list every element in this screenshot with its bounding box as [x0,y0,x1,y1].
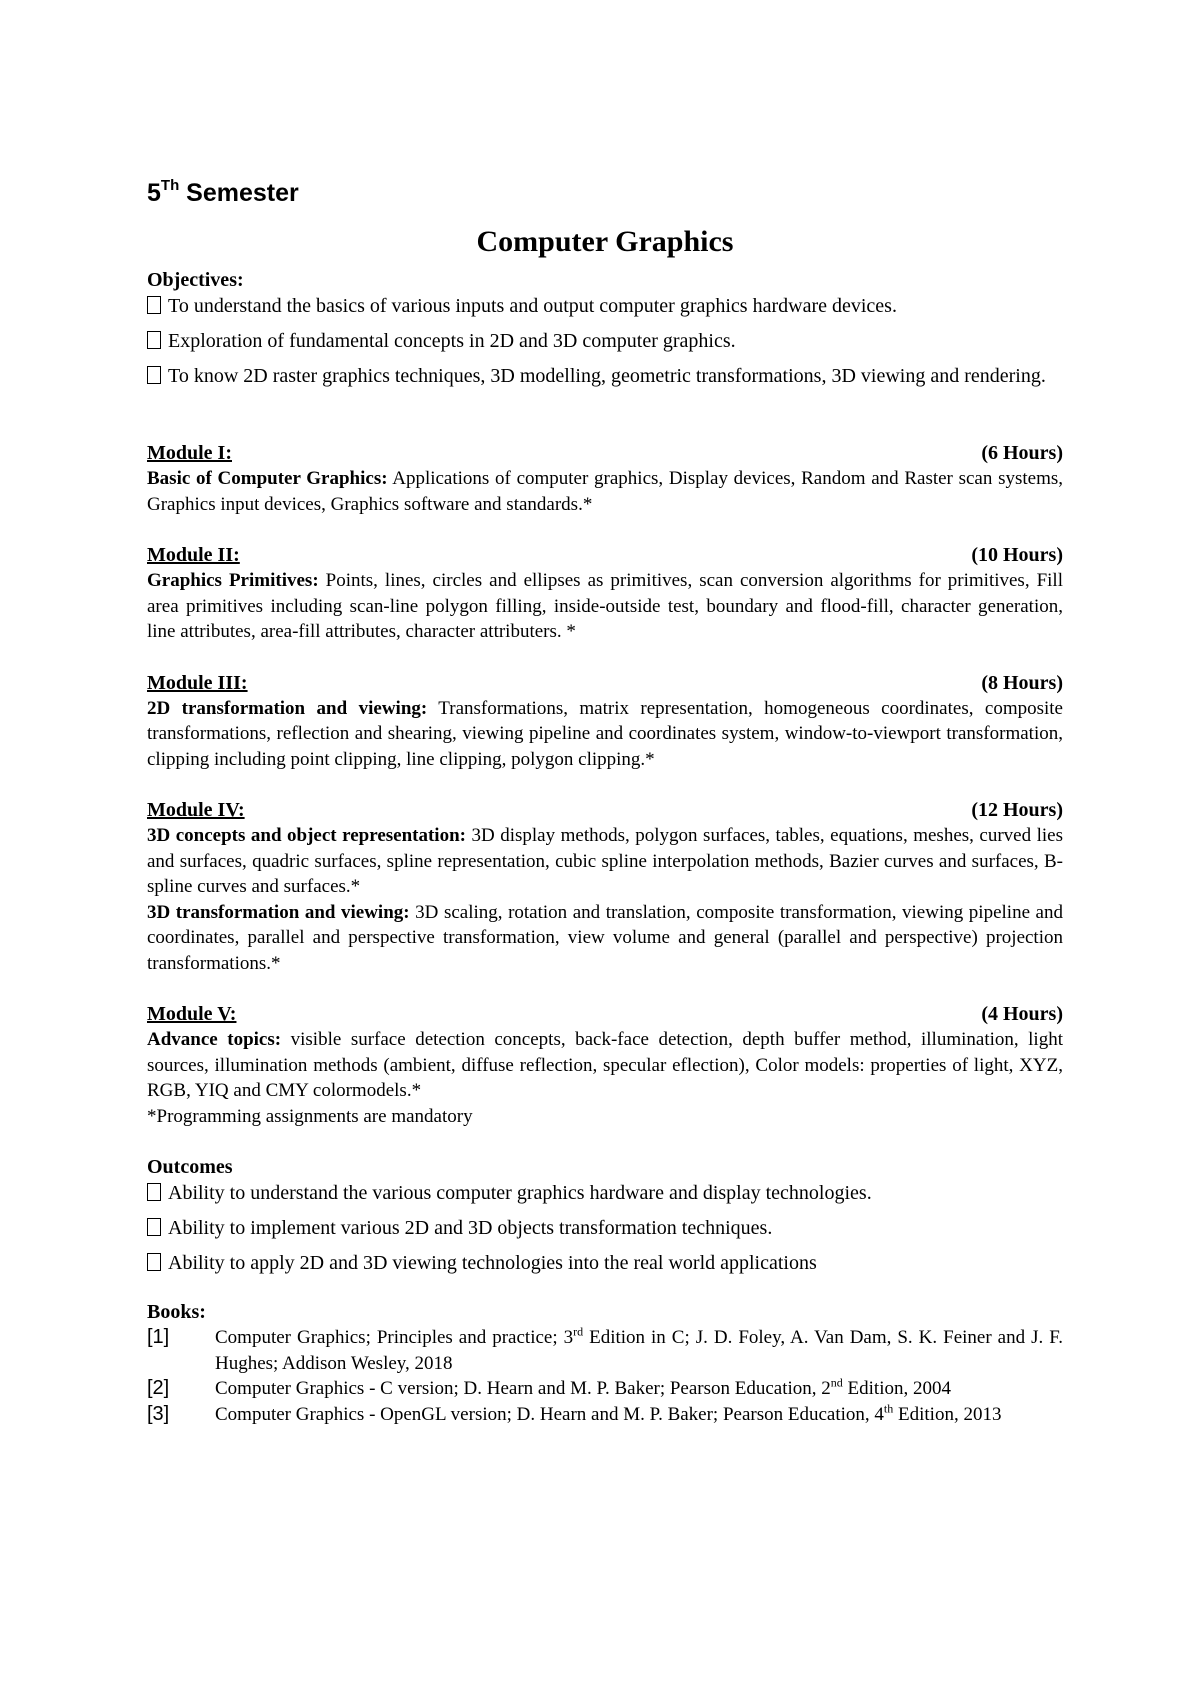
modules-list [147,441,1063,1129]
book-number: [3] [147,1402,170,1425]
module-block [147,798,1063,976]
programming-note: *Programming assignments are mandatory [147,1105,473,1127]
objective-item [147,328,1063,354]
semester-heading [147,178,1063,208]
module-hours: (10 Hours) [971,544,1063,566]
objective-text: To know 2D raster graphics techniques, 3D modelling, geometric transformations, 3D viewing and rendering. [168,365,1046,387]
module-description [147,696,1063,773]
outcome-text: Ability to understand the various computer graphics hardware and display technologies. [168,1182,872,1204]
module-header [147,1002,1063,1027]
objective-item [147,363,1063,389]
module-name: Module V: [147,1003,237,1025]
module-description [147,568,1063,645]
module-header [147,798,1063,823]
book-number: [2] [147,1377,170,1399]
module-topic-text: Points, lines, circles and ellipses as primitives, scan conversion algorithms for primitives, Fill area primitives including scan-line polygon filling, inside-outside test, boundary and flood-fill, character generation, line attributes, area-fill attributes, character attributers. * [147,570,1063,642]
outcomes-heading: Outcomes [147,1156,233,1178]
outcome-item [147,1250,1063,1276]
bullet-box-icon [147,331,161,349]
module-block [147,441,1063,517]
outcome-text: Ability to implement various 2D and 3D objects transformation techniques. [168,1217,773,1239]
module-topic-text: 3D display methods, polygon surfaces, tables, equations, meshes, curved lies and surfaces, quadric surfaces, spline representation, cubic spline interpolation methods, Bazier curves and surfaces, B-spline curves and surfaces.* [147,825,1063,897]
module-description [147,466,1063,517]
module-topic-text: Applications of computer graphics, Display devices, Random and Raster scan systems, Graphics input devices, Graphics software and standards.* [147,468,1063,515]
book-citation-end: Edition, 2013 [893,1403,1002,1425]
module-description [147,1027,1063,1104]
module-topic-text: Transformations, matrix representation, homogeneous coordinates, composite transformations, reflection and shearing, viewing pipeline and coordinates system, window-to-viewport transformation, clipping including point clipping, line clipping, polygon clipping.* [147,697,1063,770]
book-number: [1] [147,1326,170,1348]
semester-number: 5 [147,179,161,207]
objective-item [147,293,1063,319]
outcome-item [147,1215,1063,1241]
outcomes-list [147,1180,1063,1276]
module-name: Module II: [147,544,240,566]
module-block [147,1002,1063,1129]
module-hours: (6 Hours) [981,442,1063,464]
module-block [147,543,1063,645]
semester-suffix: Th [160,176,180,194]
books-list [147,1325,1063,1427]
book-entry [147,1325,1063,1376]
book-edition-suffix: nd [830,1375,843,1390]
book-entry [147,1376,1063,1402]
module-header [147,671,1063,696]
objectives-list [147,293,1063,389]
books-heading: Books: [147,1301,206,1323]
book-citation-end: Edition in C; J. D. Foley, A. Van Dam, S. K. Feiner and J. F. Hughes; Addison Wesley, 2018 [215,1327,1063,1374]
book-edition-suffix: rd [573,1324,584,1339]
module-header [147,441,1063,466]
bullet-box-icon [147,1218,161,1236]
objective-text: To understand the basics of various inputs and output computer graphics hardware devices. [168,295,897,317]
book-citation-end: Edition, 2004 [842,1378,951,1399]
semester-label: Semester [179,179,299,207]
outcome-item [147,1180,1063,1206]
course-title: Computer Graphics [476,225,734,258]
module-topic-text: 3D scaling, rotation and translation, composite transformation, viewing pipeline and coordinates, parallel and perspective transformation, view volume and general (parallel and perspective) projection transformations.* [147,901,1063,974]
objective-text: Exploration of fundamental concepts in 2D and 3D computer graphics. [168,330,736,352]
book-citation-start: Computer Graphics - OpenGL version; D. Hearn and M. P. Baker; Pearson Education, 4 [215,1403,884,1425]
book-citation-start: Computer Graphics - C version; D. Hearn and M. P. Baker; Pearson Education, 2 [215,1378,831,1399]
module-hours: (8 Hours) [981,671,1063,694]
module-topic: Advance topics: [147,1029,282,1050]
bullet-box-icon [147,366,161,384]
module-header [147,543,1063,568]
module-name: Module I: [147,442,232,464]
book-citation-start: Computer Graphics; Principles and practice; 3 [215,1327,574,1348]
module-name: Module III: [147,671,248,694]
module-topic-text: visible surface detection concepts, back-face detection, depth buffer method, illumination, light sources, illumination methods (ambient, diffuse reflection, specular eflection), Color models: properties of light, XYZ, RGB, YIQ and CMY colormodels.* [147,1029,1063,1101]
bullet-box-icon [147,1183,161,1201]
module-name: Module IV: [147,799,245,821]
module-topic: Basic of Computer Graphics: [147,468,388,489]
module-block [147,671,1063,773]
module-hours: (12 Hours) [971,799,1063,821]
bullet-box-icon [147,296,161,314]
module-topic: 3D transformation and viewing: [147,901,410,923]
book-edition-suffix: th [883,1401,894,1416]
book-citation [215,1325,1063,1376]
page-content [147,178,1063,1427]
book-citation [215,1402,1063,1428]
bullet-box-icon [147,1253,161,1271]
book-citation [215,1376,1063,1402]
outcome-text: Ability to apply 2D and 3D viewing technologies into the real world applications [168,1252,817,1274]
module-topic: 2D transformation and viewing: [147,697,428,719]
module-description [147,900,1063,977]
module-topic: Graphics Primitives: [147,570,319,591]
module-topic: 3D concepts and object representation: [147,825,466,846]
module-hours: (4 Hours) [981,1003,1063,1025]
objectives-heading: Objectives: [147,269,244,291]
module-description [147,823,1063,900]
book-entry [147,1402,1063,1428]
